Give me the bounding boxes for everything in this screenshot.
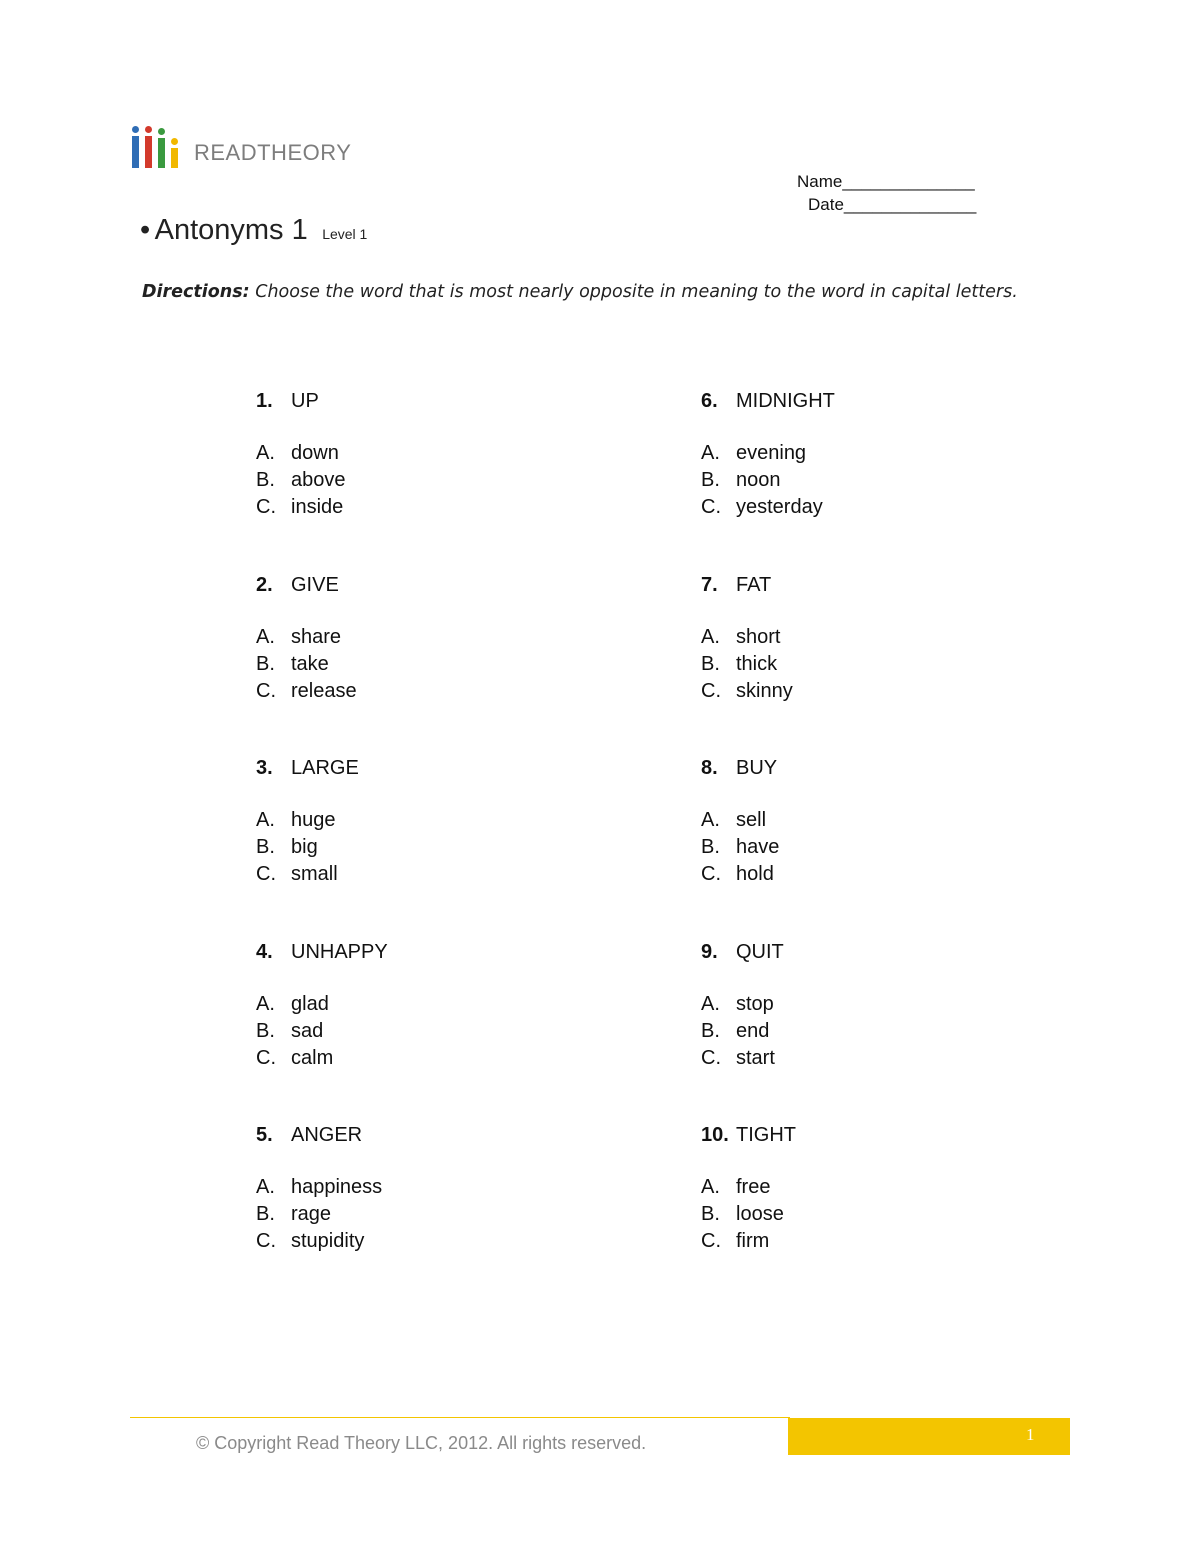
answer-option bbox=[701, 678, 793, 705]
question-word: BUY bbox=[736, 757, 778, 779]
name-date-fields bbox=[797, 170, 976, 216]
copyright-notice: © Copyright Read Theory LLC, 2012. All rights reserved. bbox=[196, 1433, 647, 1453]
answer-option bbox=[701, 1174, 796, 1201]
question-word: UP bbox=[291, 390, 319, 412]
answer-option bbox=[701, 1228, 796, 1255]
option-letter: C. bbox=[701, 1047, 721, 1069]
option-text: firm bbox=[736, 1230, 770, 1252]
option-letter: C. bbox=[701, 680, 721, 702]
question-number: 3. bbox=[256, 757, 273, 779]
answer-option bbox=[701, 1018, 784, 1045]
footer-rule bbox=[130, 1417, 790, 1418]
option-letter: A. bbox=[256, 993, 275, 1015]
answer-option bbox=[701, 494, 835, 521]
answer-option bbox=[256, 1228, 382, 1255]
answer-options bbox=[701, 1174, 796, 1255]
answer-option bbox=[256, 624, 357, 651]
option-letter: B. bbox=[701, 1020, 720, 1042]
question-word: FAT bbox=[736, 574, 772, 596]
question-word: GIVE bbox=[291, 574, 339, 596]
option-text: free bbox=[736, 1176, 771, 1198]
option-text: sad bbox=[291, 1020, 324, 1042]
answer-option bbox=[256, 861, 359, 888]
option-text: yesterday bbox=[736, 496, 823, 518]
answer-option bbox=[256, 1201, 382, 1228]
option-letter: B. bbox=[701, 1203, 720, 1225]
answer-option bbox=[256, 467, 346, 494]
question-header bbox=[701, 941, 784, 965]
option-letter: A. bbox=[256, 442, 275, 464]
page-number: 1 bbox=[1026, 1425, 1035, 1444]
option-letter: C. bbox=[701, 496, 721, 518]
question-header bbox=[256, 757, 359, 781]
question-number: 4. bbox=[256, 941, 273, 963]
option-letter: B. bbox=[256, 469, 275, 491]
option-text: start bbox=[736, 1047, 775, 1069]
option-letter: B. bbox=[256, 653, 275, 675]
option-text: thick bbox=[736, 653, 778, 675]
option-text: loose bbox=[736, 1203, 784, 1225]
option-text: above bbox=[291, 469, 346, 491]
answer-option bbox=[701, 651, 793, 678]
question-word: LARGE bbox=[291, 757, 359, 779]
option-letter: B. bbox=[701, 469, 720, 491]
option-text: skinny bbox=[736, 680, 793, 702]
question-word: ANGER bbox=[291, 1124, 363, 1146]
answer-option bbox=[701, 834, 779, 861]
question-3 bbox=[256, 757, 359, 888]
directions-text: Choose the word that is most nearly opposite in meaning to the word in capital letters. bbox=[255, 282, 1018, 302]
option-letter: C. bbox=[256, 1230, 276, 1252]
name-field-label: Name______________ bbox=[797, 172, 975, 191]
answer-option bbox=[256, 1018, 388, 1045]
option-letter: C. bbox=[256, 496, 276, 518]
option-letter: A. bbox=[701, 1176, 720, 1198]
question-5 bbox=[256, 1124, 382, 1255]
option-text: stop bbox=[736, 993, 774, 1015]
option-letter: A. bbox=[256, 1176, 275, 1198]
question-word: MIDNIGHT bbox=[736, 390, 835, 412]
option-letter: A. bbox=[256, 626, 275, 648]
option-letter: A. bbox=[256, 809, 275, 831]
option-text: calm bbox=[291, 1047, 334, 1069]
question-header bbox=[256, 574, 357, 598]
option-letter: A. bbox=[701, 442, 720, 464]
question-8 bbox=[701, 757, 779, 888]
option-text: evening bbox=[736, 442, 807, 464]
option-letter: B. bbox=[256, 1203, 275, 1225]
question-word: QUIT bbox=[736, 941, 784, 963]
answer-option bbox=[701, 861, 779, 888]
question-2 bbox=[256, 574, 357, 705]
answer-options bbox=[256, 1174, 382, 1255]
option-text: stupidity bbox=[291, 1230, 365, 1252]
question-number: 6. bbox=[701, 390, 718, 412]
option-text: sell bbox=[736, 809, 767, 831]
question-9 bbox=[701, 941, 784, 1072]
answer-options bbox=[256, 991, 388, 1072]
answer-option bbox=[256, 834, 359, 861]
brand-name: READTHEORY bbox=[194, 140, 352, 165]
answer-option bbox=[256, 440, 346, 467]
option-text: noon bbox=[736, 469, 781, 491]
date-field-label: Date______________ bbox=[808, 195, 977, 214]
option-text: end bbox=[736, 1020, 770, 1042]
question-header bbox=[701, 1124, 796, 1148]
question-header bbox=[701, 757, 779, 781]
option-letter: A. bbox=[701, 809, 720, 831]
answer-options bbox=[256, 624, 357, 705]
option-text: down bbox=[291, 442, 339, 464]
title-text: Antonyms 1 bbox=[154, 214, 308, 246]
question-number: 7. bbox=[701, 574, 718, 596]
brand-logo bbox=[132, 126, 352, 170]
question-1 bbox=[256, 390, 346, 521]
question-4 bbox=[256, 941, 388, 1072]
option-letter: A. bbox=[701, 993, 720, 1015]
question-7 bbox=[701, 574, 793, 705]
answer-option bbox=[256, 1045, 388, 1072]
answer-option bbox=[256, 494, 346, 521]
answer-options bbox=[701, 991, 784, 1072]
answer-option bbox=[701, 624, 793, 651]
question-header bbox=[256, 1124, 382, 1148]
question-number: 8. bbox=[701, 757, 718, 779]
answer-option bbox=[256, 807, 359, 834]
option-letter: C. bbox=[701, 1230, 721, 1252]
option-text: huge bbox=[291, 809, 336, 831]
directions bbox=[142, 282, 1018, 302]
worksheet-title bbox=[140, 214, 367, 247]
option-letter: B. bbox=[256, 836, 275, 858]
readtheory-logo-icon bbox=[132, 126, 180, 170]
question-header bbox=[701, 574, 793, 598]
question-header bbox=[701, 390, 835, 414]
answer-option bbox=[256, 991, 388, 1018]
answer-option bbox=[701, 440, 835, 467]
question-word: TIGHT bbox=[736, 1124, 796, 1146]
question-header bbox=[256, 941, 388, 965]
option-text: share bbox=[291, 626, 342, 648]
option-letter: B. bbox=[701, 836, 720, 858]
answer-option bbox=[256, 651, 357, 678]
title-bullet: • bbox=[140, 214, 151, 246]
question-number: 10. bbox=[701, 1124, 729, 1146]
question-number: 1. bbox=[256, 390, 273, 412]
option-letter: C. bbox=[256, 863, 276, 885]
answer-option bbox=[701, 467, 835, 494]
option-text: short bbox=[736, 626, 781, 648]
option-text: happiness bbox=[291, 1176, 383, 1198]
answer-options bbox=[701, 624, 793, 705]
answer-options bbox=[701, 807, 779, 888]
option-text: small bbox=[291, 863, 338, 885]
answer-option bbox=[701, 1045, 784, 1072]
answer-options bbox=[701, 440, 835, 521]
option-text: big bbox=[291, 836, 318, 858]
option-letter: B. bbox=[701, 653, 720, 675]
answer-option bbox=[256, 1174, 382, 1201]
answer-option bbox=[701, 807, 779, 834]
question-number: 2. bbox=[256, 574, 273, 596]
option-text: glad bbox=[291, 993, 329, 1015]
question-6 bbox=[701, 390, 835, 521]
directions-label: Directions: bbox=[142, 282, 250, 302]
option-letter: C. bbox=[701, 863, 721, 885]
option-text: take bbox=[291, 653, 329, 675]
question-10 bbox=[701, 1124, 796, 1255]
answer-options bbox=[256, 440, 346, 521]
question-header bbox=[256, 390, 346, 414]
option-text: inside bbox=[291, 496, 344, 518]
question-number: 5. bbox=[256, 1124, 273, 1146]
question-number: 9. bbox=[701, 941, 718, 963]
level-label: Level 1 bbox=[322, 226, 368, 242]
option-letter: C. bbox=[256, 680, 276, 702]
option-letter: C. bbox=[256, 1047, 276, 1069]
answer-options bbox=[256, 807, 359, 888]
answer-option bbox=[701, 1201, 796, 1228]
option-text: have bbox=[736, 836, 780, 858]
question-word: UNHAPPY bbox=[291, 941, 388, 963]
answer-option bbox=[701, 991, 784, 1018]
option-letter: A. bbox=[701, 626, 720, 648]
option-text: hold bbox=[736, 863, 774, 885]
option-text: rage bbox=[291, 1203, 332, 1225]
option-text: release bbox=[291, 680, 357, 702]
option-letter: B. bbox=[256, 1020, 275, 1042]
answer-option bbox=[256, 678, 357, 705]
